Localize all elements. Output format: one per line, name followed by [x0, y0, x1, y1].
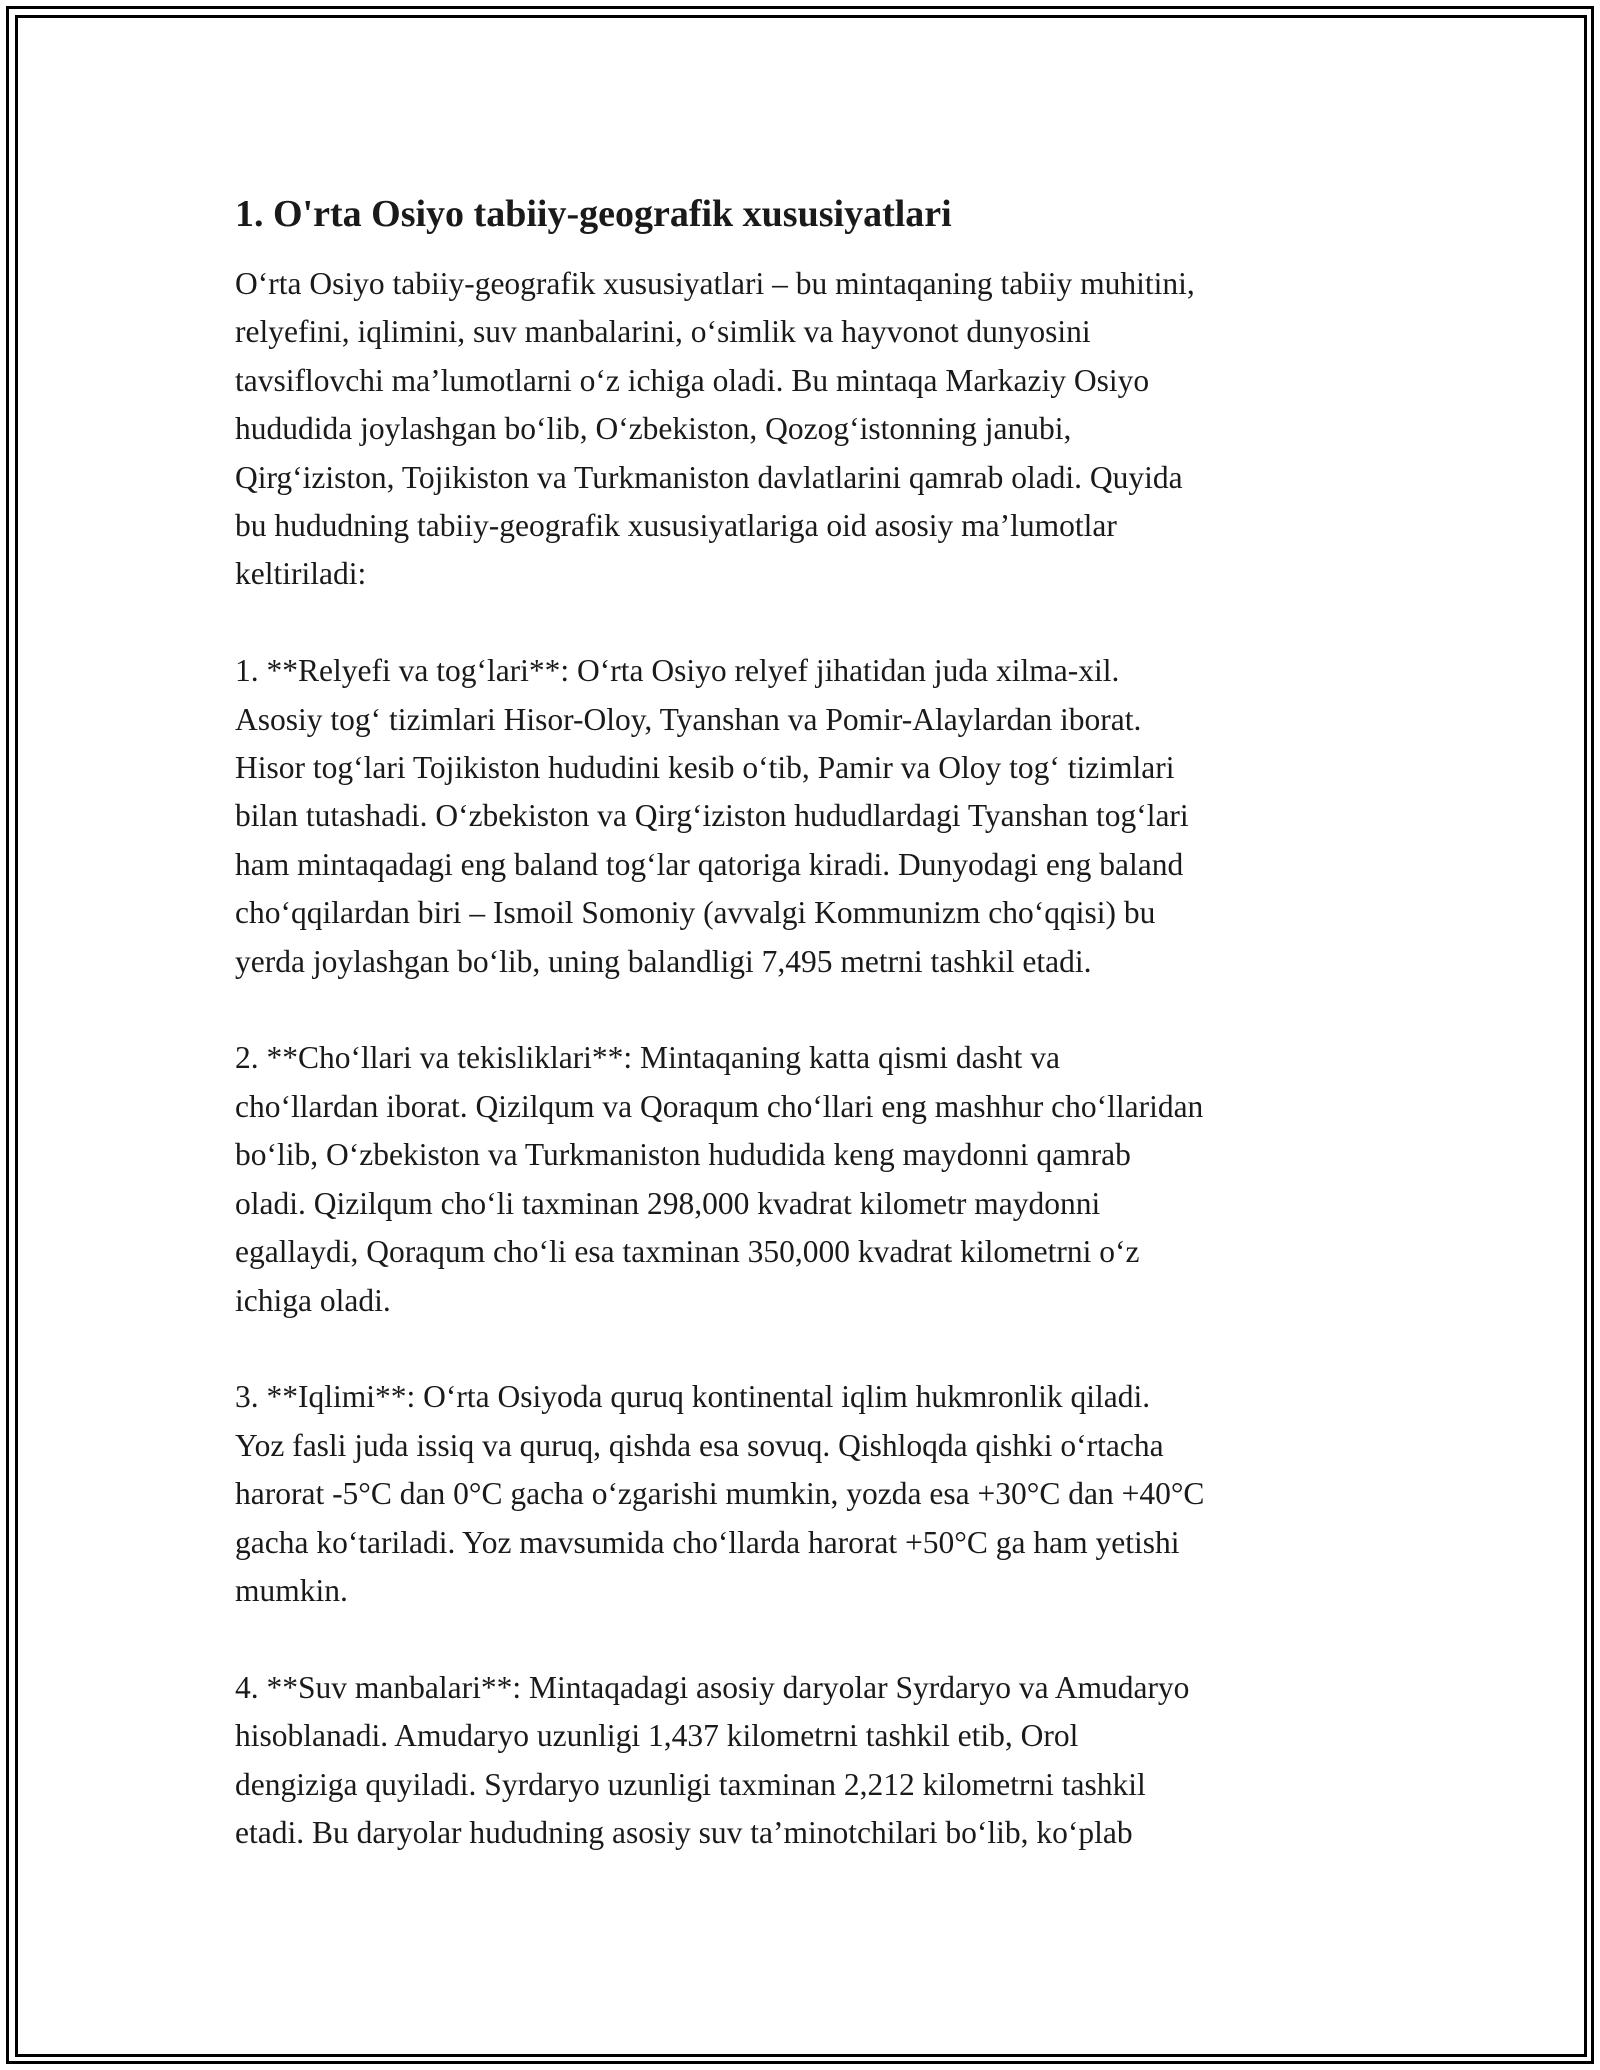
- climate-paragraph: 3. **Iqlimi**: O‘rta Osiyoda quruq kontinental iqlim hukmronlik qiladi. Yoz fasli juda issiq va quruq, qishda esa sovuq. Qishloqda qishki o‘rtacha harorat -5°C dan 0°C gacha o‘zgarishi mumkin, yozda esa +30°C dan +40°C gacha ko‘tariladi. Yoz mavsumida cho‘llarda harorat +50°C ga ham yetishi mumkin.: [235, 1379, 1205, 1608]
- section-title: 1. O'rta Osiyo tabiiy-geografik xususiyatlari: [235, 193, 952, 235]
- document-body: [235, 188, 1365, 1906]
- deserts-paragraph: 2. **Cho‘llari va tekisliklari**: Mintaqaning katta qismi dasht va cho‘llardan iborat. Qizilqum va Qoraqum cho‘llari eng mashhur cho‘llaridan bo‘lib, O‘zbekiston va Turkmaniston hududida keng maydonni qamrab oladi. Qizilqum cho‘li taxminan 298,000 kvadrat kilometr maydonni egallaydi, Qoraqum cho‘li esa taxminan 350,000 kvadrat kilometrni o‘z ichiga oladi.: [235, 1040, 1204, 1318]
- relief-paragraph: 1. **Relyefi va tog‘lari**: O‘rta Osiyo relyef jihatidan juda xilma-xil. Asosiy tog‘ tizimlari Hisor-Oloy, Tyanshan va Pomir-Alaylardan iborat. Hisor tog‘lari Tojikiston hududini kesib o‘tib, Pamir va Oloy tog‘ tizimlari bilan tutashadi. O‘zbekiston va Qirg‘iziston hududlardagi Tyanshan tog‘lari ham mintaqadagi eng baland tog‘lar qatoriga kiradi. Dunyodagi eng baland cho‘qqilardan biri – Ismoil Somoniy (avvalgi Kommunizm cho‘qqisi) bu yerda joylashgan bo‘lib, uning balandligi 7,495 metrni tashkil etadi.: [235, 653, 1189, 979]
- water-paragraph: 4. **Suv manbalari**: Mintaqadagi asosiy daryolar Syrdaryo va Amudaryo hisoblanadi. Amudaryo uzunligi 1,437 kilometrni tashkil etib, Orol dengiziga quyiladi. Syrdaryo uzunligi taxminan 2,212 kilometrni tashkil etadi. Bu daryolar hududning asosiy suv ta’minotchilari bo‘lib, ko‘plab: [235, 1669, 1190, 1850]
- intro-paragraph: O‘rta Osiyo tabiiy-geografik xususiyatlari – bu mintaqaning tabiiy muhitini, relyefini, iqlimini, suv manbalarini, o‘simlik va hayvonot dunyosini tavsiflovchi ma’lumotlarni o‘z ichiga oladi. Bu mintaqa Markaziy Osiyo hududida joylashgan bo‘lib, O‘zbekiston, Qozog‘istonning janubi, Qirg‘iziston, Tojikiston va Turkmaniston davlatlarini qamrab oladi. Quyida bu hududning tabiiy-geografik xususiyatlariga oid asosiy ma’lumotlar keltiriladi:: [235, 266, 1195, 592]
